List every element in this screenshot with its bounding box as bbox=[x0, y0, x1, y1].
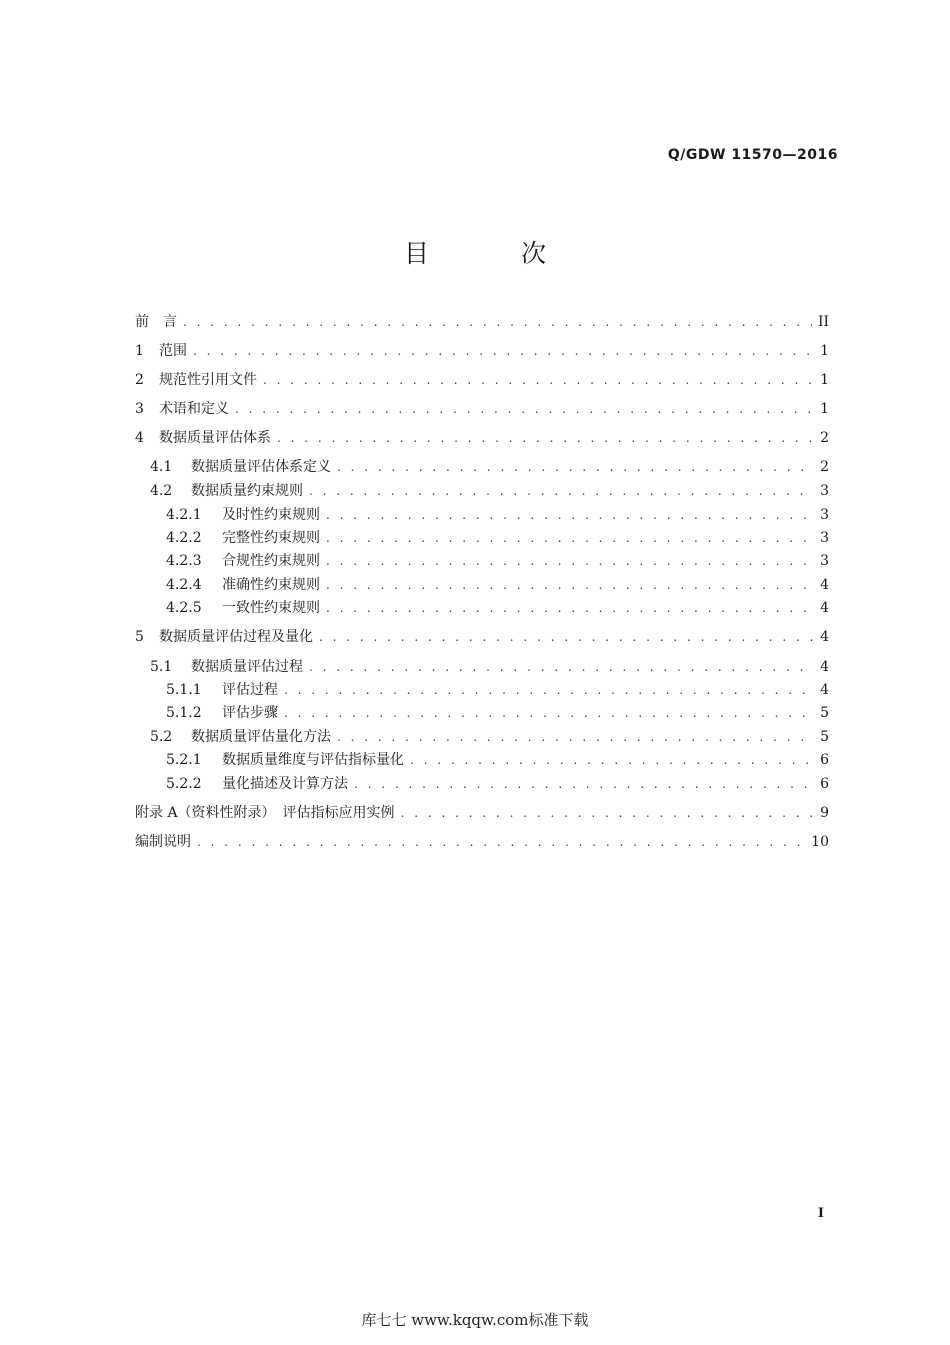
toc-entry-label: 数据质量评估过程 bbox=[191, 659, 303, 675]
toc-dot-leader bbox=[319, 628, 814, 646]
toc-entry[interactable] bbox=[150, 728, 829, 746]
toc-dot-leader bbox=[337, 728, 814, 746]
toc-dot-leader bbox=[263, 371, 814, 389]
toc-entry[interactable] bbox=[135, 833, 829, 851]
toc-entry-label: 编制说明 bbox=[135, 834, 191, 850]
toc-entry-number: 5.2 bbox=[150, 729, 173, 745]
toc-entry-page: 4 bbox=[820, 600, 829, 616]
toc-entry-number: 4.2.5 bbox=[166, 600, 202, 616]
toc-dot-leader bbox=[309, 482, 814, 500]
toc-entry-number: 4.2.4 bbox=[166, 577, 202, 593]
toc-entry-number: 1 bbox=[135, 343, 144, 359]
toc-entry[interactable] bbox=[166, 552, 829, 570]
toc-dot-leader bbox=[235, 400, 814, 418]
toc-entry[interactable] bbox=[135, 429, 829, 447]
toc-entry[interactable] bbox=[150, 658, 829, 676]
toc-entry-page: 5 bbox=[820, 705, 829, 721]
toc-dot-leader bbox=[326, 552, 814, 570]
toc-entry[interactable] bbox=[166, 751, 829, 769]
toc-entry[interactable] bbox=[150, 482, 829, 500]
toc-entry-page: 3 bbox=[820, 483, 829, 499]
toc-entry-page: II bbox=[817, 314, 829, 330]
toc-entry-page: 9 bbox=[820, 805, 829, 821]
toc-entry[interactable] bbox=[135, 400, 829, 418]
toc-entry-label: 术语和定义 bbox=[159, 401, 229, 417]
toc-entry-label: 数据质量约束规则 bbox=[191, 483, 303, 499]
toc-entry-label: 合规性约束规则 bbox=[222, 553, 320, 569]
toc-dot-leader bbox=[277, 429, 814, 447]
toc-entry-page: 1 bbox=[820, 372, 829, 388]
toc-entry[interactable] bbox=[166, 704, 829, 722]
toc-dot-leader bbox=[354, 775, 814, 793]
toc-entry-number: 4 bbox=[135, 430, 144, 446]
toc-entry-page: 3 bbox=[820, 530, 829, 546]
toc-entry-page: 3 bbox=[820, 507, 829, 523]
toc-dot-leader bbox=[193, 342, 814, 360]
toc-dot-leader bbox=[326, 529, 814, 547]
toc-entry[interactable] bbox=[135, 342, 829, 360]
toc-entry-page: 4 bbox=[820, 682, 829, 698]
toc-entry-label: 一致性约束规则 bbox=[222, 600, 320, 616]
toc-entry[interactable] bbox=[166, 599, 829, 617]
toc-dot-leader bbox=[284, 681, 814, 699]
toc-entry-label: 数据质量维度与评估指标量化 bbox=[222, 752, 404, 768]
toc-entry-label: 数据质量评估体系 bbox=[159, 430, 271, 446]
toc-entry-label: 数据质量评估量化方法 bbox=[191, 729, 331, 745]
footer-watermark-text: 库七七 www.kqqw.com标准下载 bbox=[361, 1311, 589, 1329]
toc-entry-label: 评估步骤 bbox=[222, 705, 278, 721]
toc-dot-leader bbox=[410, 751, 814, 769]
toc-entry-page: 2 bbox=[820, 459, 829, 475]
toc-dot-leader bbox=[326, 599, 814, 617]
toc-dot-leader bbox=[309, 658, 814, 676]
page-number: I bbox=[817, 1206, 824, 1221]
toc-dot-leader bbox=[337, 458, 814, 476]
toc-entry-label: 准确性约束规则 bbox=[222, 577, 320, 593]
toc-entry-page: 6 bbox=[820, 776, 829, 792]
toc-entry[interactable] bbox=[135, 371, 829, 389]
toc-entry-number: 4.1 bbox=[150, 459, 173, 475]
toc-entry[interactable] bbox=[135, 313, 829, 331]
toc-entry[interactable] bbox=[150, 458, 829, 476]
toc-dot-leader bbox=[401, 804, 815, 822]
page-title: 目 次 bbox=[404, 239, 588, 268]
toc-entry-page: 6 bbox=[820, 752, 829, 768]
toc-entry[interactable] bbox=[166, 529, 829, 547]
toc-entry-number: 4.2.2 bbox=[166, 530, 202, 546]
toc-entry[interactable] bbox=[166, 775, 829, 793]
toc-entry-page: 2 bbox=[820, 430, 829, 446]
toc-entry-number: 4.2.1 bbox=[166, 507, 202, 523]
document-code: Q/GDW 11570—2016 bbox=[667, 147, 838, 163]
toc-entry[interactable] bbox=[166, 576, 829, 594]
toc-entry-number: 5 bbox=[135, 629, 144, 645]
toc-dot-leader bbox=[183, 313, 812, 331]
toc-entry[interactable] bbox=[135, 804, 829, 822]
toc-entry-label: 规范性引用文件 bbox=[159, 372, 257, 388]
toc-entry-page: 1 bbox=[820, 343, 829, 359]
toc-entry-number: 4.2 bbox=[150, 483, 173, 499]
toc-entry-page: 4 bbox=[820, 577, 829, 593]
toc-entry-number: 3 bbox=[135, 401, 144, 417]
toc-entry-number: 5.1 bbox=[150, 659, 173, 675]
toc-entry[interactable] bbox=[135, 628, 829, 646]
toc-dot-leader bbox=[326, 576, 814, 594]
toc-entry[interactable] bbox=[166, 506, 829, 524]
toc-entry-label: 数据质量评估过程及量化 bbox=[159, 629, 313, 645]
toc-entry-page: 1 bbox=[820, 401, 829, 417]
toc-entry-label: 附录 A（资料性附录） 评估指标应用实例 bbox=[135, 805, 395, 821]
toc-entry-number: 4.2.3 bbox=[166, 553, 202, 569]
toc-entry-page: 4 bbox=[820, 629, 829, 645]
toc-entry-number: 5.1.1 bbox=[166, 682, 202, 698]
toc-entry-number: 2 bbox=[135, 372, 144, 388]
toc-entry-page: 3 bbox=[820, 553, 829, 569]
toc-entry-page: 10 bbox=[811, 834, 829, 850]
toc-entry-label: 及时性约束规则 bbox=[222, 507, 320, 523]
toc-dot-leader bbox=[284, 704, 814, 722]
toc-entry-label: 量化描述及计算方法 bbox=[222, 776, 348, 792]
toc-entry-label: 评估过程 bbox=[222, 682, 278, 698]
toc-entry-label: 数据质量评估体系定义 bbox=[191, 459, 331, 475]
toc-entry-page: 4 bbox=[820, 659, 829, 675]
toc-dot-leader bbox=[326, 506, 814, 524]
toc-entry[interactable] bbox=[166, 681, 829, 699]
toc-entry-label: 范围 bbox=[159, 343, 187, 359]
toc-entry-number: 5.2.2 bbox=[166, 776, 202, 792]
toc-dot-leader bbox=[197, 833, 805, 851]
toc-entry-label: 前 言 bbox=[135, 314, 177, 330]
toc-entry-label: 完整性约束规则 bbox=[222, 530, 320, 546]
toc-entry-number: 5.1.2 bbox=[166, 705, 202, 721]
toc-entry-page: 5 bbox=[820, 729, 829, 745]
toc-entry-number: 5.2.1 bbox=[166, 752, 202, 768]
